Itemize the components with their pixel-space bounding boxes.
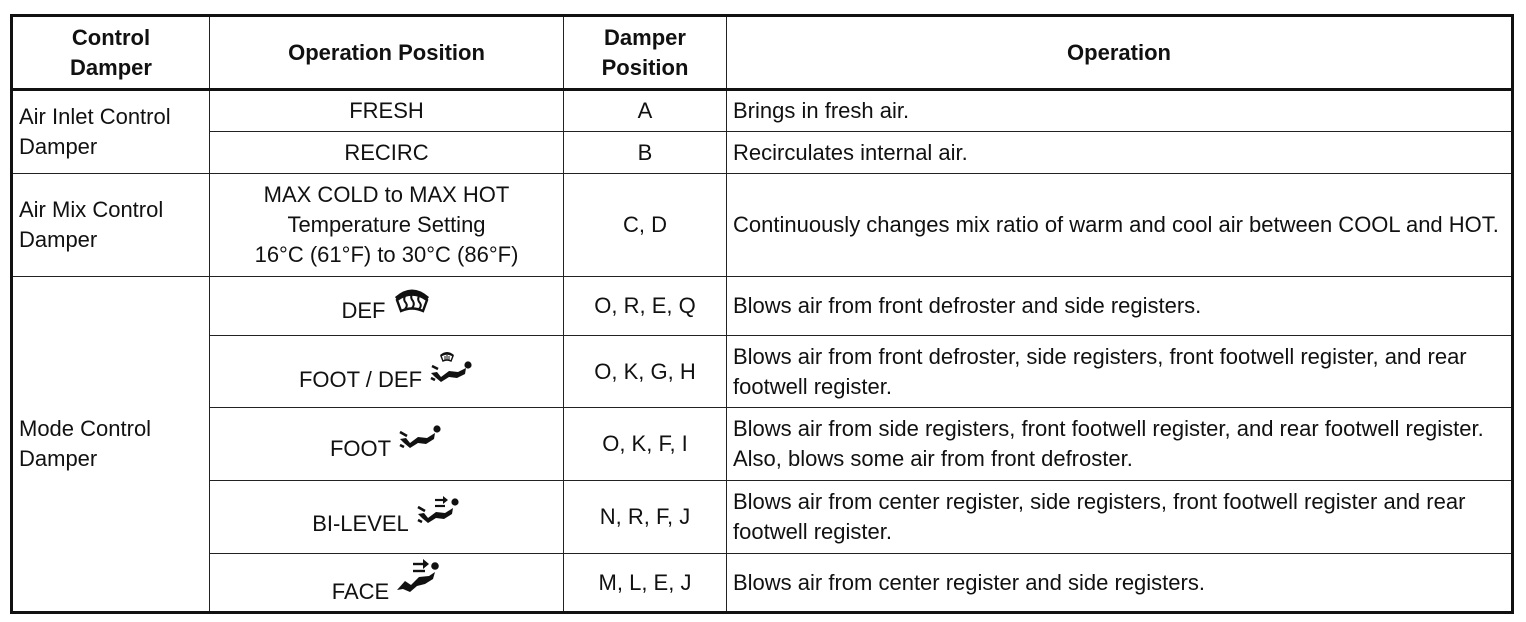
- table-row: [12, 132, 1513, 174]
- position-face: FACE: [210, 554, 564, 613]
- position-foot: FOOT: [210, 408, 564, 481]
- damper-face: M, L, E, J: [564, 554, 727, 613]
- position-def: DEF: [210, 277, 564, 336]
- damper-foot-def: O, K, G, H: [564, 336, 727, 408]
- operation-recirc: Recirculates internal air.: [727, 132, 1513, 174]
- damper-bi-level: N, R, F, J: [564, 481, 727, 554]
- damper-airmix: C, D: [564, 174, 727, 277]
- table-row: [12, 174, 1513, 277]
- operation-bi-level: Blows air from center register, side registers, front footwell register and rear footwell register.: [727, 481, 1513, 554]
- position-bi-level: BI-LEVEL: [210, 481, 564, 554]
- position-recirc: RECIRC: [210, 132, 564, 174]
- header-operation: Operation: [727, 16, 1513, 90]
- header-control-damper: Control Damper: [12, 16, 210, 90]
- group-air-inlet: Air Inlet Control Damper: [12, 90, 210, 174]
- table-row: [12, 554, 1513, 613]
- face-icon: [395, 559, 441, 603]
- damper-recirc: B: [564, 132, 727, 174]
- damper-fresh: A: [564, 90, 727, 132]
- group-mode: Mode Control Damper: [12, 277, 210, 613]
- position-foot-def: FOOT / DEF: [210, 336, 564, 408]
- operation-foot: Blows air from side registers, front footwell register, and rear footwell register. Also, blows some air from front defroster.: [727, 408, 1513, 481]
- table-row: [12, 90, 1513, 132]
- defroster-icon: [392, 286, 432, 322]
- operation-def: Blows air from front defroster and side registers.: [727, 277, 1513, 336]
- operation-airmix: Continuously changes mix ratio of warm and cool air between COOL and HOT.: [727, 174, 1513, 277]
- operation-face: Blows air from center register and side registers.: [727, 554, 1513, 613]
- damper-operation-table: [10, 14, 1514, 614]
- operation-fresh: Brings in fresh air.: [727, 90, 1513, 132]
- header-damper-position: Damper Position: [564, 16, 727, 90]
- group-air-mix: Air Mix Control Damper: [12, 174, 210, 277]
- table-row: [12, 336, 1513, 408]
- table-row: [12, 277, 1513, 336]
- header-operation-position: Operation Position: [210, 16, 564, 90]
- operation-foot-def: Blows air from front defroster, side registers, front footwell register, and rear footwell register.: [727, 336, 1513, 408]
- damper-foot: O, K, F, I: [564, 408, 727, 481]
- bi-level-icon: [415, 495, 461, 535]
- table-row: [12, 481, 1513, 554]
- position-airmix: MAX COLD to MAX HOT Temperature Setting 16°C (61°F) to 30°C (86°F): [210, 174, 564, 277]
- foot-def-icon: [428, 349, 474, 391]
- foot-icon: [397, 424, 443, 460]
- position-fresh: FRESH: [210, 90, 564, 132]
- damper-def: O, R, E, Q: [564, 277, 727, 336]
- header-row: [12, 16, 1513, 90]
- table-row: [12, 408, 1513, 481]
